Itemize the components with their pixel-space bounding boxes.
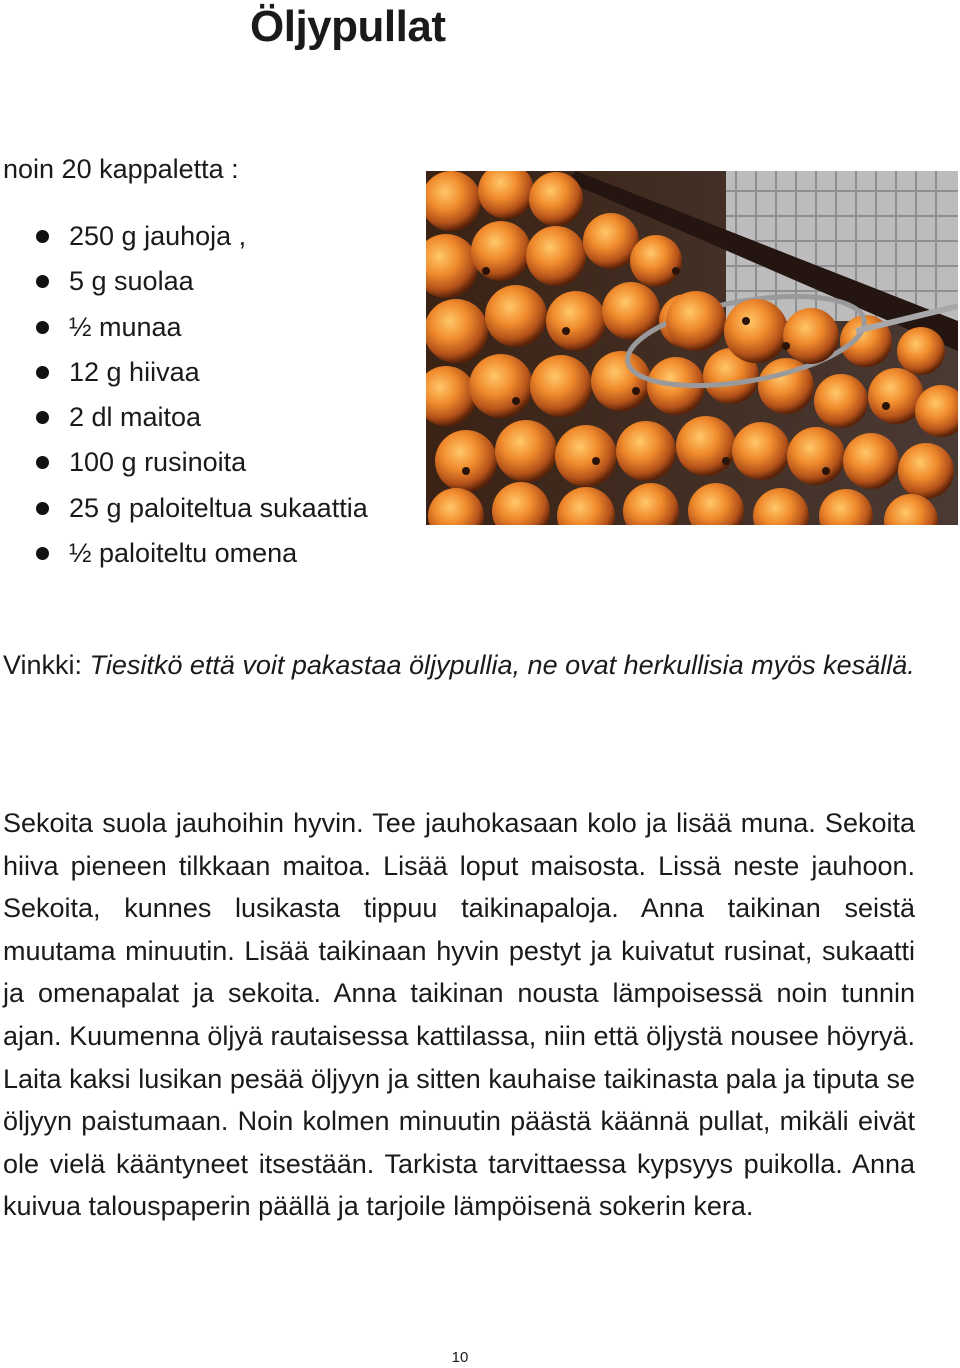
bullet-icon bbox=[36, 502, 49, 515]
ingredient-text: ½ munaa bbox=[69, 311, 182, 342]
bullet-icon bbox=[36, 321, 49, 334]
ingredient-item bbox=[0, 309, 368, 354]
ingredient-item bbox=[0, 263, 368, 308]
ingredient-text: 2 dl maitoa bbox=[69, 402, 202, 433]
servings-text: noin 20 kappaletta : bbox=[3, 154, 239, 184]
ingredient-item bbox=[0, 354, 368, 399]
ingredient-text: 5 g suolaa bbox=[69, 266, 194, 297]
bullet-icon bbox=[36, 411, 49, 424]
tip-paragraph bbox=[3, 644, 915, 686]
ingredient-item bbox=[0, 218, 368, 263]
ingredient-item bbox=[0, 490, 368, 535]
bullet-icon bbox=[36, 230, 49, 243]
bullet-icon bbox=[36, 547, 49, 560]
ingredient-item bbox=[0, 444, 368, 489]
tip-text: Tiesitkö että voit pakastaa öljypullia, ne ovat herkullisia myös kesällä. bbox=[89, 650, 915, 680]
ingredient-text: ½ paloiteltu omena bbox=[69, 538, 298, 569]
ingredient-item bbox=[0, 399, 368, 444]
ingredient-text: 25 g paloiteltua sukaattia bbox=[69, 492, 368, 523]
tip-label: Vinkki: bbox=[3, 650, 83, 680]
bullet-icon bbox=[36, 456, 49, 469]
ingredient-list bbox=[0, 218, 368, 580]
ingredient-text: 12 g hiivaa bbox=[69, 356, 200, 387]
bullet-icon bbox=[36, 366, 49, 379]
ingredient-text: 100 g rusinoita bbox=[69, 447, 247, 478]
ingredient-text: 250 g jauhoja , bbox=[69, 221, 247, 251]
page-number: 10 bbox=[451, 1349, 469, 1366]
page-title: Öljypullat bbox=[250, 2, 446, 51]
fried-doughnuts-photo bbox=[426, 171, 958, 525]
instructions-paragraph: Sekoita suola jauhoihin hyvin. Tee jauhokasaan kolo ja lisää muna. Sekoita hiiva pieneen tilkkaan maitoa. Lisää loput maisosta. Lissä neste jauhoon. Sekoita, kunnes lusikasta tippuu taikinapaloja. Anna taikinan seistä muutama minuutin. Lisää taikinaan hyvin pestyt ja kuivatut rusinat, sukaatti ja omenapalat ja sekoita. Anna taikinan nousta lämpoisessä noin tunnin ajan. Kuumenna öljyä rautaisessa kattilassa, niin että öljystä nousee höyryä. Laita kaksi lusikan pesää öljyyn ja sitten kauhaise taikinasta pala ja tiputa se öljyyn paistumaan. Noin kolmen minuutin päästä käännä pullat, mikäli eivät ole vielä kääntyneet itsestään. Tarkista tarvittaessa kypsyys puikolla. Anna kuivua talouspaperin päällä ja tarjoile lämpöisenä sokerin kera. bbox=[3, 808, 915, 1222]
bullet-icon bbox=[36, 275, 49, 288]
ingredient-item bbox=[0, 535, 368, 580]
